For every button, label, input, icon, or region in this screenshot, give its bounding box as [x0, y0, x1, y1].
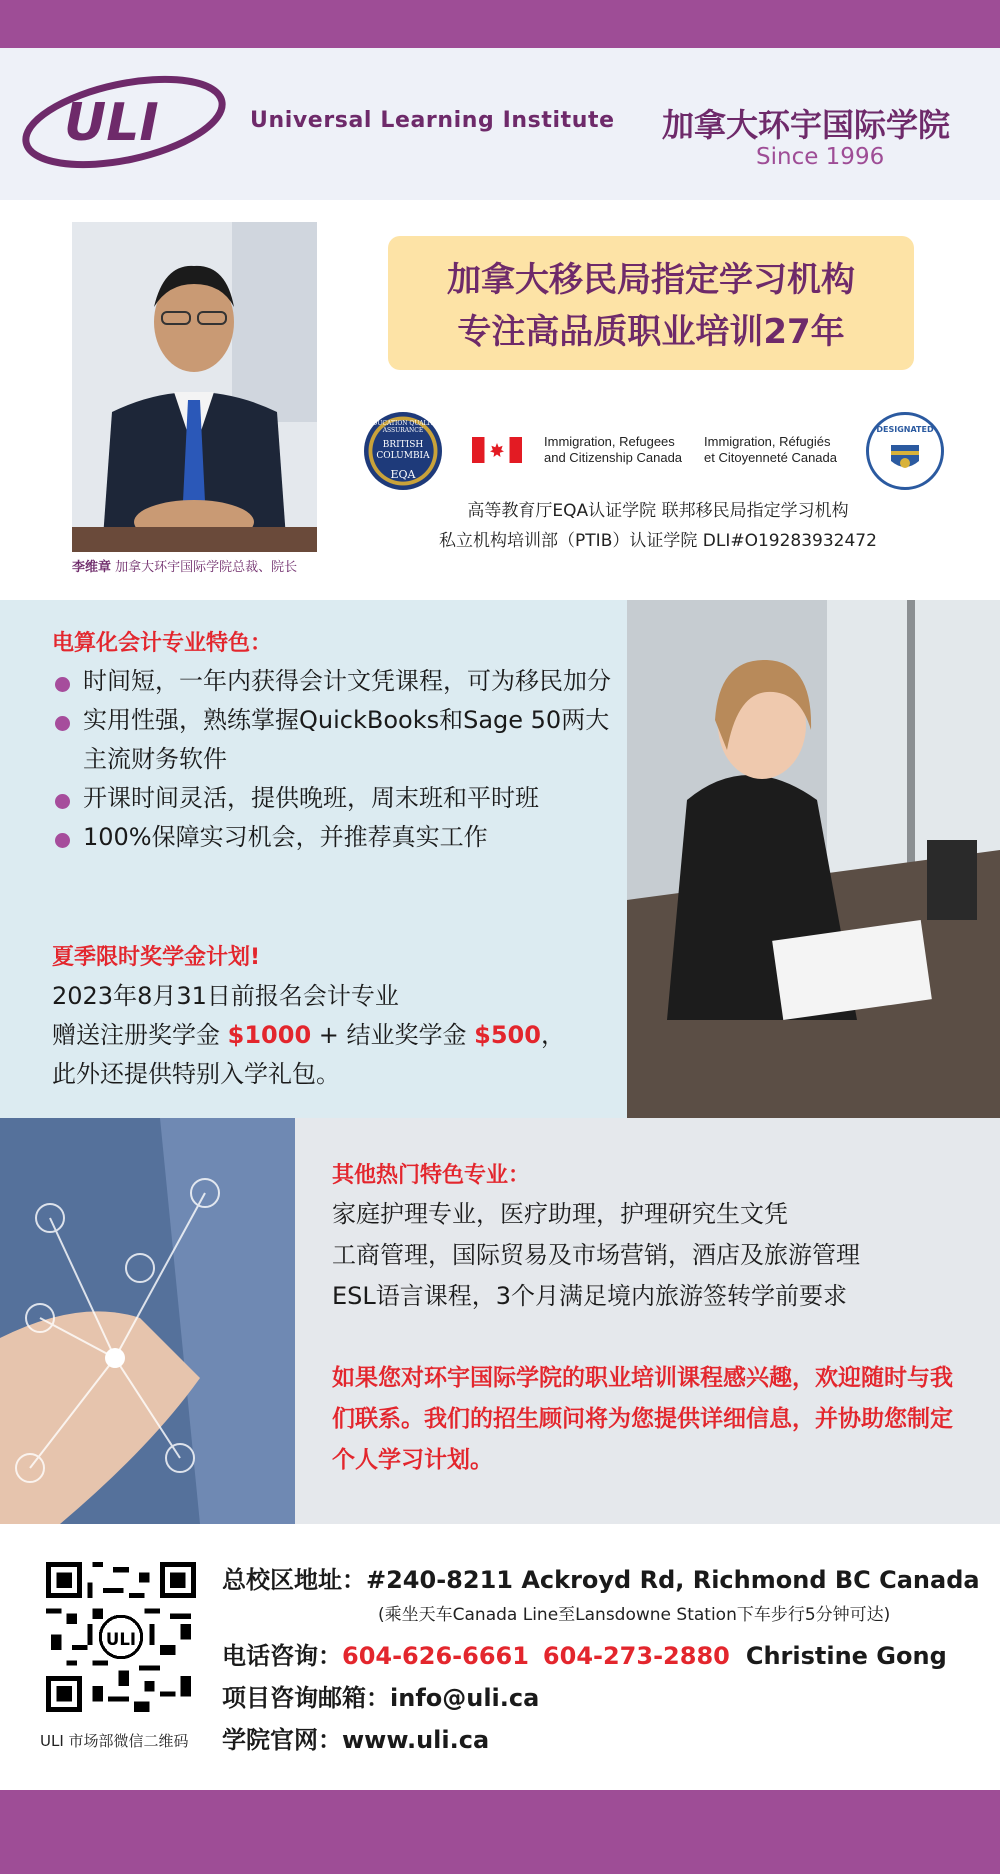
accounting-features [52, 662, 612, 857]
accountant-photo [627, 600, 1000, 1118]
program-line: ESL语言课程，3个月满足境内旅游签转学前要求 [332, 1282, 848, 1310]
website-link[interactable]: www.uli.ca [342, 1726, 490, 1754]
network-hand-photo [0, 1118, 295, 1524]
since-year: Since 1996 [756, 144, 885, 170]
institute-name-cn: 加拿大环宇国际学院 [662, 106, 951, 144]
institute-name-en: Universal Learning Institute [250, 108, 615, 133]
svg-text:ULI: ULI [105, 1629, 137, 1649]
contact-invitation: 如果您对环宇国际学院的职业培训课程感兴趣，欢迎随时与我们联系。我们的招生顾问将为您提供详细信息，并协助您制定个人学习计划。 [332, 1365, 953, 1473]
header [0, 48, 1000, 200]
uli-logo [18, 64, 230, 176]
email-link[interactable]: info@uli.ca [390, 1684, 540, 1712]
feature-item: 时间短，一年内获得会计文凭课程，可为移民加分 [52, 662, 612, 701]
bottom-band [0, 1790, 1000, 1874]
feature-item: 实用性强，熟练掌握QuickBooks和Sage 50两大主流财务软件 [52, 701, 612, 779]
accreditation-line1: 高等教育厅EQA认证学院 联邦移民局指定学习机构 [467, 501, 849, 521]
scholarship-amount-1: $1000 [227, 1021, 312, 1049]
top-band [0, 0, 1000, 48]
headline-box [388, 236, 914, 370]
scholarship-amount-2: $500 [474, 1021, 541, 1049]
headline-line1: 加拿大移民局指定学习机构 [447, 260, 855, 300]
ptib-designated-seal: DESIGNATED [866, 412, 944, 490]
qr-label: ULI 市场部微信二维码 [40, 1732, 189, 1750]
accounting-title: 电算化会计专业特色： [52, 631, 273, 656]
promo-line1: 2023年8月31日前报名会计专业 [52, 982, 399, 1010]
website-line: 学院官网：www.uli.ca [222, 1726, 490, 1754]
feature-item: 开课时间灵活，提供晚班，周末班和平时班 [52, 779, 612, 818]
president-caption [72, 556, 332, 575]
logo-text: ULI [64, 93, 159, 153]
wechat-qr-code [46, 1562, 196, 1712]
promo-line3: 此外还提供特别入学礼包。 [52, 1060, 340, 1088]
canada-flag-icon [472, 437, 522, 463]
president-photo [72, 222, 317, 552]
campus-address: #240-8211 Ackroyd Rd, Richmond BC Canada [366, 1566, 980, 1594]
other-programs-list [332, 1194, 972, 1317]
ircc-name-en: Immigration, Refugees and Citizenship Canada [544, 434, 683, 465]
other-programs-title: 其他热门特色专业： [332, 1163, 531, 1188]
promo-title: 夏季限时奖学金计划! [52, 945, 261, 970]
address-line: 总校区地址：#240-8211 Ackroyd Rd, Richmond BC Canada [222, 1566, 980, 1594]
president-name: 李维章 [72, 560, 112, 575]
feature-item: 100%保障实习机会，并推荐真实工作 [52, 818, 612, 857]
program-line: 工商管理，国际贸易及市场营销，酒店及旅游管理 [332, 1241, 860, 1269]
bc-eqa-seal: EDUCATION QUALITY ASSURANCE BRITISH COLUMBIA EQA [364, 412, 442, 490]
transit-directions: (乘坐天车Canada Line至Lansdowne Station下车步行5分钟可达) [378, 1605, 891, 1625]
phone-number-1[interactable]: 604-626-6661 [342, 1642, 529, 1670]
program-line: 家庭护理专业，医疗助理，护理研究生文凭 [332, 1200, 788, 1228]
accreditation-line2: 私立机构培训部（PTIB）认证学院 DLI#O19283932472 [439, 531, 877, 551]
phone-number-2[interactable]: 604-273-2880 [542, 1642, 730, 1670]
ircc-name-fr: Immigration, Réfugiés et Citoyenneté Canada [704, 434, 837, 465]
president-title: 加拿大环宇国际学院总裁、院长 [115, 560, 298, 575]
promo-line2: 赠送注册奖学金 $1000 + 结业奖学金 $500， [52, 1021, 565, 1049]
phone-line: 电话咨询：604-626-6661 604-273-2880 Christine Gong [222, 1642, 947, 1670]
headline-line2: 专注高品质职业培训27年 [457, 312, 845, 352]
email-line: 项目咨询邮箱：info@uli.ca [222, 1684, 540, 1712]
contact-person: Christine Gong [745, 1642, 947, 1670]
